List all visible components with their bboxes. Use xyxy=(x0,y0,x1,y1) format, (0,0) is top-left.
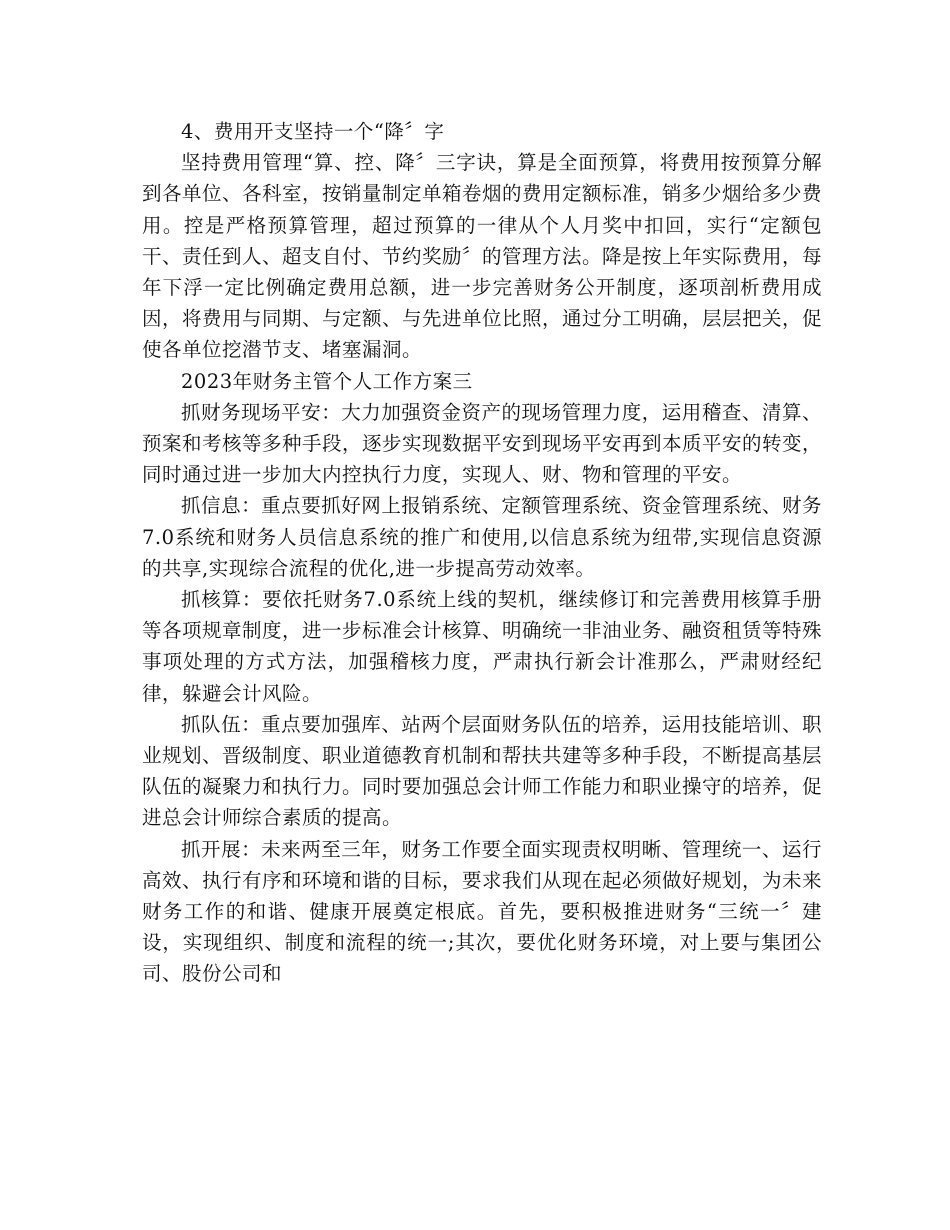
section-heading-expense: 4、费用开支坚持一个“降〞字 xyxy=(181,120,445,143)
paragraph-expense-management: 坚持费用管理“算、控、降〞三字诀，算是全面预算，将费用按预算分解到各单位、各科室，按销量制定单箱卷烟的费用定额标准，销多少烟给多少费用。控是严格预算管理，超过预算的一律从个人月奖中扣回，实行“定额包干、责任到人、超支自付、节约奖励〞的管理方法。降是按上年实际费用，每年下浮一定比例确定费用总额，进一步完善财务公开制度，逐项剖析费用成因，将费用与同期、与定额、与先进单位比照，通过分工明确，层层把关，促使各单位挖潜节支、堵塞漏洞。 xyxy=(142,151,823,362)
document-body xyxy=(142,116,822,990)
paragraph-development: 抓开展：未来两至三年，财务工作要全面实现责权明晰、管理统一、运行高效、执行有序和环境和谐的目标，要求我们从现在起必须做好规划，为未来财务工作的和谐、健康开展奠定根底。首先，要积极推进财务“三统一〞建设，实现组织、制度和流程的统一;其次，要优化财务环境，对上要与集团公司、股份公司和 xyxy=(142,837,823,986)
paragraph-team: 抓队伍：重点要加强库、站两个层面财务队伍的培养，运用技能培训、职业规划、晋级制度、职业道德教育机制和帮扶共建等多种手段，不断提高基层队伍的凝聚力和执行力。同时要加强总会计师工作能力和职业操守的培养，促进总会计师综合素质的提高。 xyxy=(142,712,823,830)
section-heading-plan-three: 2023年财务主管个人工作方案三 xyxy=(181,369,473,393)
paragraph-safety: 抓财务现场平安：大力加强资金资产的现场管理力度，运用稽查、清算、预案和考核等多种手段，逐步实现数据平安到现场平安再到本质平安的转变，同时通过进一步加大内控执行力度，实现人、财、物和管理的平安。 xyxy=(142,400,823,487)
paragraph-information: 抓信息：重点要抓好网上报销系统、定额管理系统、资金管理系统、财务7.0系统和财务人员信息系统的推广和使用,以信息系统为纽带,实现信息资源的共享,实现综合流程的优化,进一步提高劳动效率。 xyxy=(142,494,822,580)
paragraph-accounting: 抓核算：要依托财务7.0系统上线的契机，继续修订和完善费用核算手册等各项规章制度，进一步标准会计核算、明确统一非油业务、融资租赁等特殊事项处理的方式方法，加强稽核力度，严肃执行新会计准那么，严肃财经纪律，躲避会计风险。 xyxy=(142,588,823,705)
